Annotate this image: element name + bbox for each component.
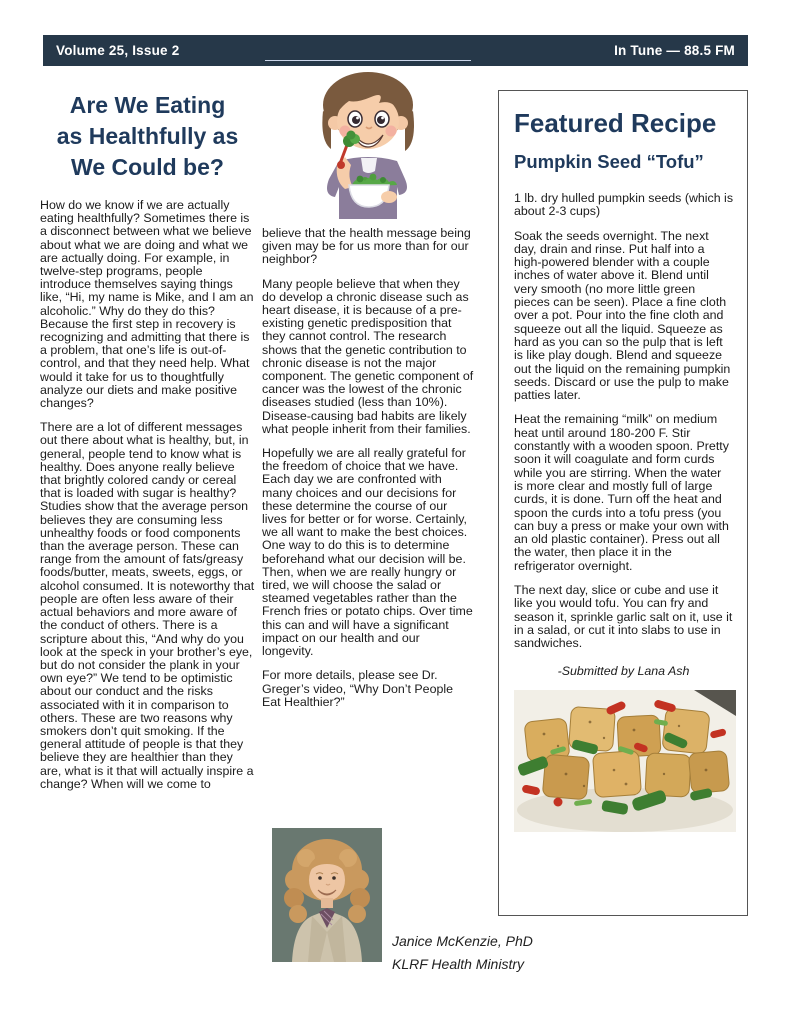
article-paragraph: There are a lot of different messages out there about what is healthy, but, in general, people tend to know what is healthy. Does anyone really believe that brightly colored candy or cereal that is loaded with sugar is healthy? Studies show that the average person believes they are consuming less unhealthy foods or food components than the average person. These can range from the amount of fats/greasy foods/butter, meats, sweets, eggs, or alcohol consumed. It is noteworthy that people are often less aware of their actual behaviors and more aware of the conduct of others. There is a scripture about this, “And why do you look at the speck in your brother’s eye, but do not consider the plank in your own eye?” We tend to be optimistic about our conduct and the risks associated with it in comparison to others. These are two reasons why smokers don’t quit smoking. If the general attitude of people is that they believe they are healthier than they are, what is it that will actually inspire a change? When will we come to: [40, 420, 255, 791]
article-paragraph: believe that the health message being given may be for us more than for our neighbor?: [262, 226, 471, 267]
byline-role: KLRF Health Ministry: [392, 956, 525, 972]
recipe-ingredients: 1 lb. dry hulled pumpkin seeds (which is about 2-3 cups): [514, 191, 734, 219]
tofu-dish-svg: [514, 690, 736, 832]
byline-name: Janice McKenzie, PhD: [392, 933, 533, 949]
article-title: Are We Eating as Healthfully as We Could be?: [56, 92, 239, 180]
boy-eating-salad-illustration: [265, 60, 471, 219]
byline: [392, 930, 582, 976]
recipe-step: Soak the seeds overnight. The next day, drain and rinse. Put half into a high-powered blender with a couple inches of water above it. Blend until very smooth (no more little green pieces can be seen). Place a fine cloth over a pot. Pour into the fine cloth and squeeze out all the liquid. Squeeze as hard as you can so the pulp that is left is like play dough. Blend and squeeze out the liquid on the remaining pumpkin seeds. Discard or use the pulp to make patties later.: [514, 228, 731, 403]
article-paragraph: Many people believe that when they do develop a chronic disease such as heart disease, it is because of a pre-existing genetic predisposition that they cannot control. The research shows that the genetic contribution to chronic disease is not the major component. The genetic component of cancer was the lowest of the chronic diseases studied (less than 10%). Disease-causing bad habits are likely what people inherit from their families.: [262, 276, 474, 436]
article-paragraph: For more details, please see Dr. Greger’s video, “Why Don’t People Eat Healthier?”: [262, 668, 453, 709]
article-column-2: [262, 60, 474, 720]
boy-eating-salad-illustration-svg: [265, 61, 471, 219]
recipe-title: Pumpkin Seed “Tofu”: [514, 151, 704, 172]
recipe-step: Heat the remaining “milk” on medium heat until around 180-200 F. Stir constantly with a wooden spoon. Pretty soon it will coagulate and form curds while you are stirring. When the water is more clear and mostly full of large curds, it is done. Turn off the heat and spoon the curds into a tofu press (you can buy a press or make your own with an old plastic container). Press out all the water, then place it in the refrigerator overnight.: [514, 412, 729, 573]
author-portrait-svg: [272, 828, 382, 962]
article-column-1: [40, 90, 255, 802]
recipe-step: The next day, slice or cube and use it like you would tofu. You can fry and season it, sprinkle garlic salt on it, use it in a salad, or cut it into slabs to use in sandwiches.: [514, 583, 733, 651]
issue-label: Volume 25, Issue 2: [56, 43, 180, 58]
featured-recipe-box: [498, 90, 748, 916]
author-portrait-photo: [272, 828, 382, 962]
recipe-submitted-by: -Submitted by Lana Ash: [557, 663, 690, 678]
tofu-dish-photo: [514, 690, 736, 832]
article-paragraph: Hopefully we are all really grateful for the freedom of choice that we have. Each day we are confronted with many choices and our decisions for these determine the course of our lives for better or for worse. Certainly, we all want to make the best choices. One way to do this is to determine beforehand what our decision will be. Then, when we are really hungry or tired, we will choose the salad or steamed vegetables rather than the French fries or potato chips. Over time this can and will have a significant impact on our health and our longevity.: [262, 446, 473, 659]
article-paragraph: How do we know if we are actually eating healthfully? Sometimes there is a disconnect between what we believe about what we are doing and what we are actually doing. For example, in twelve-step programs, people introduce themselves saying things like, “Hi, my name is Mike, and I am an alcoholic.” Why do they do this? Because the first step in recovery is recognizing and admitting that there is a problem, that one’s life is out-of-control, and that they need help. What would it take for us to thoughtfully analyze our diets and make positive changes?: [40, 198, 254, 411]
station-label: In Tune — 88.5 FM: [614, 43, 735, 58]
recipe-heading: Featured Recipe: [514, 108, 717, 138]
